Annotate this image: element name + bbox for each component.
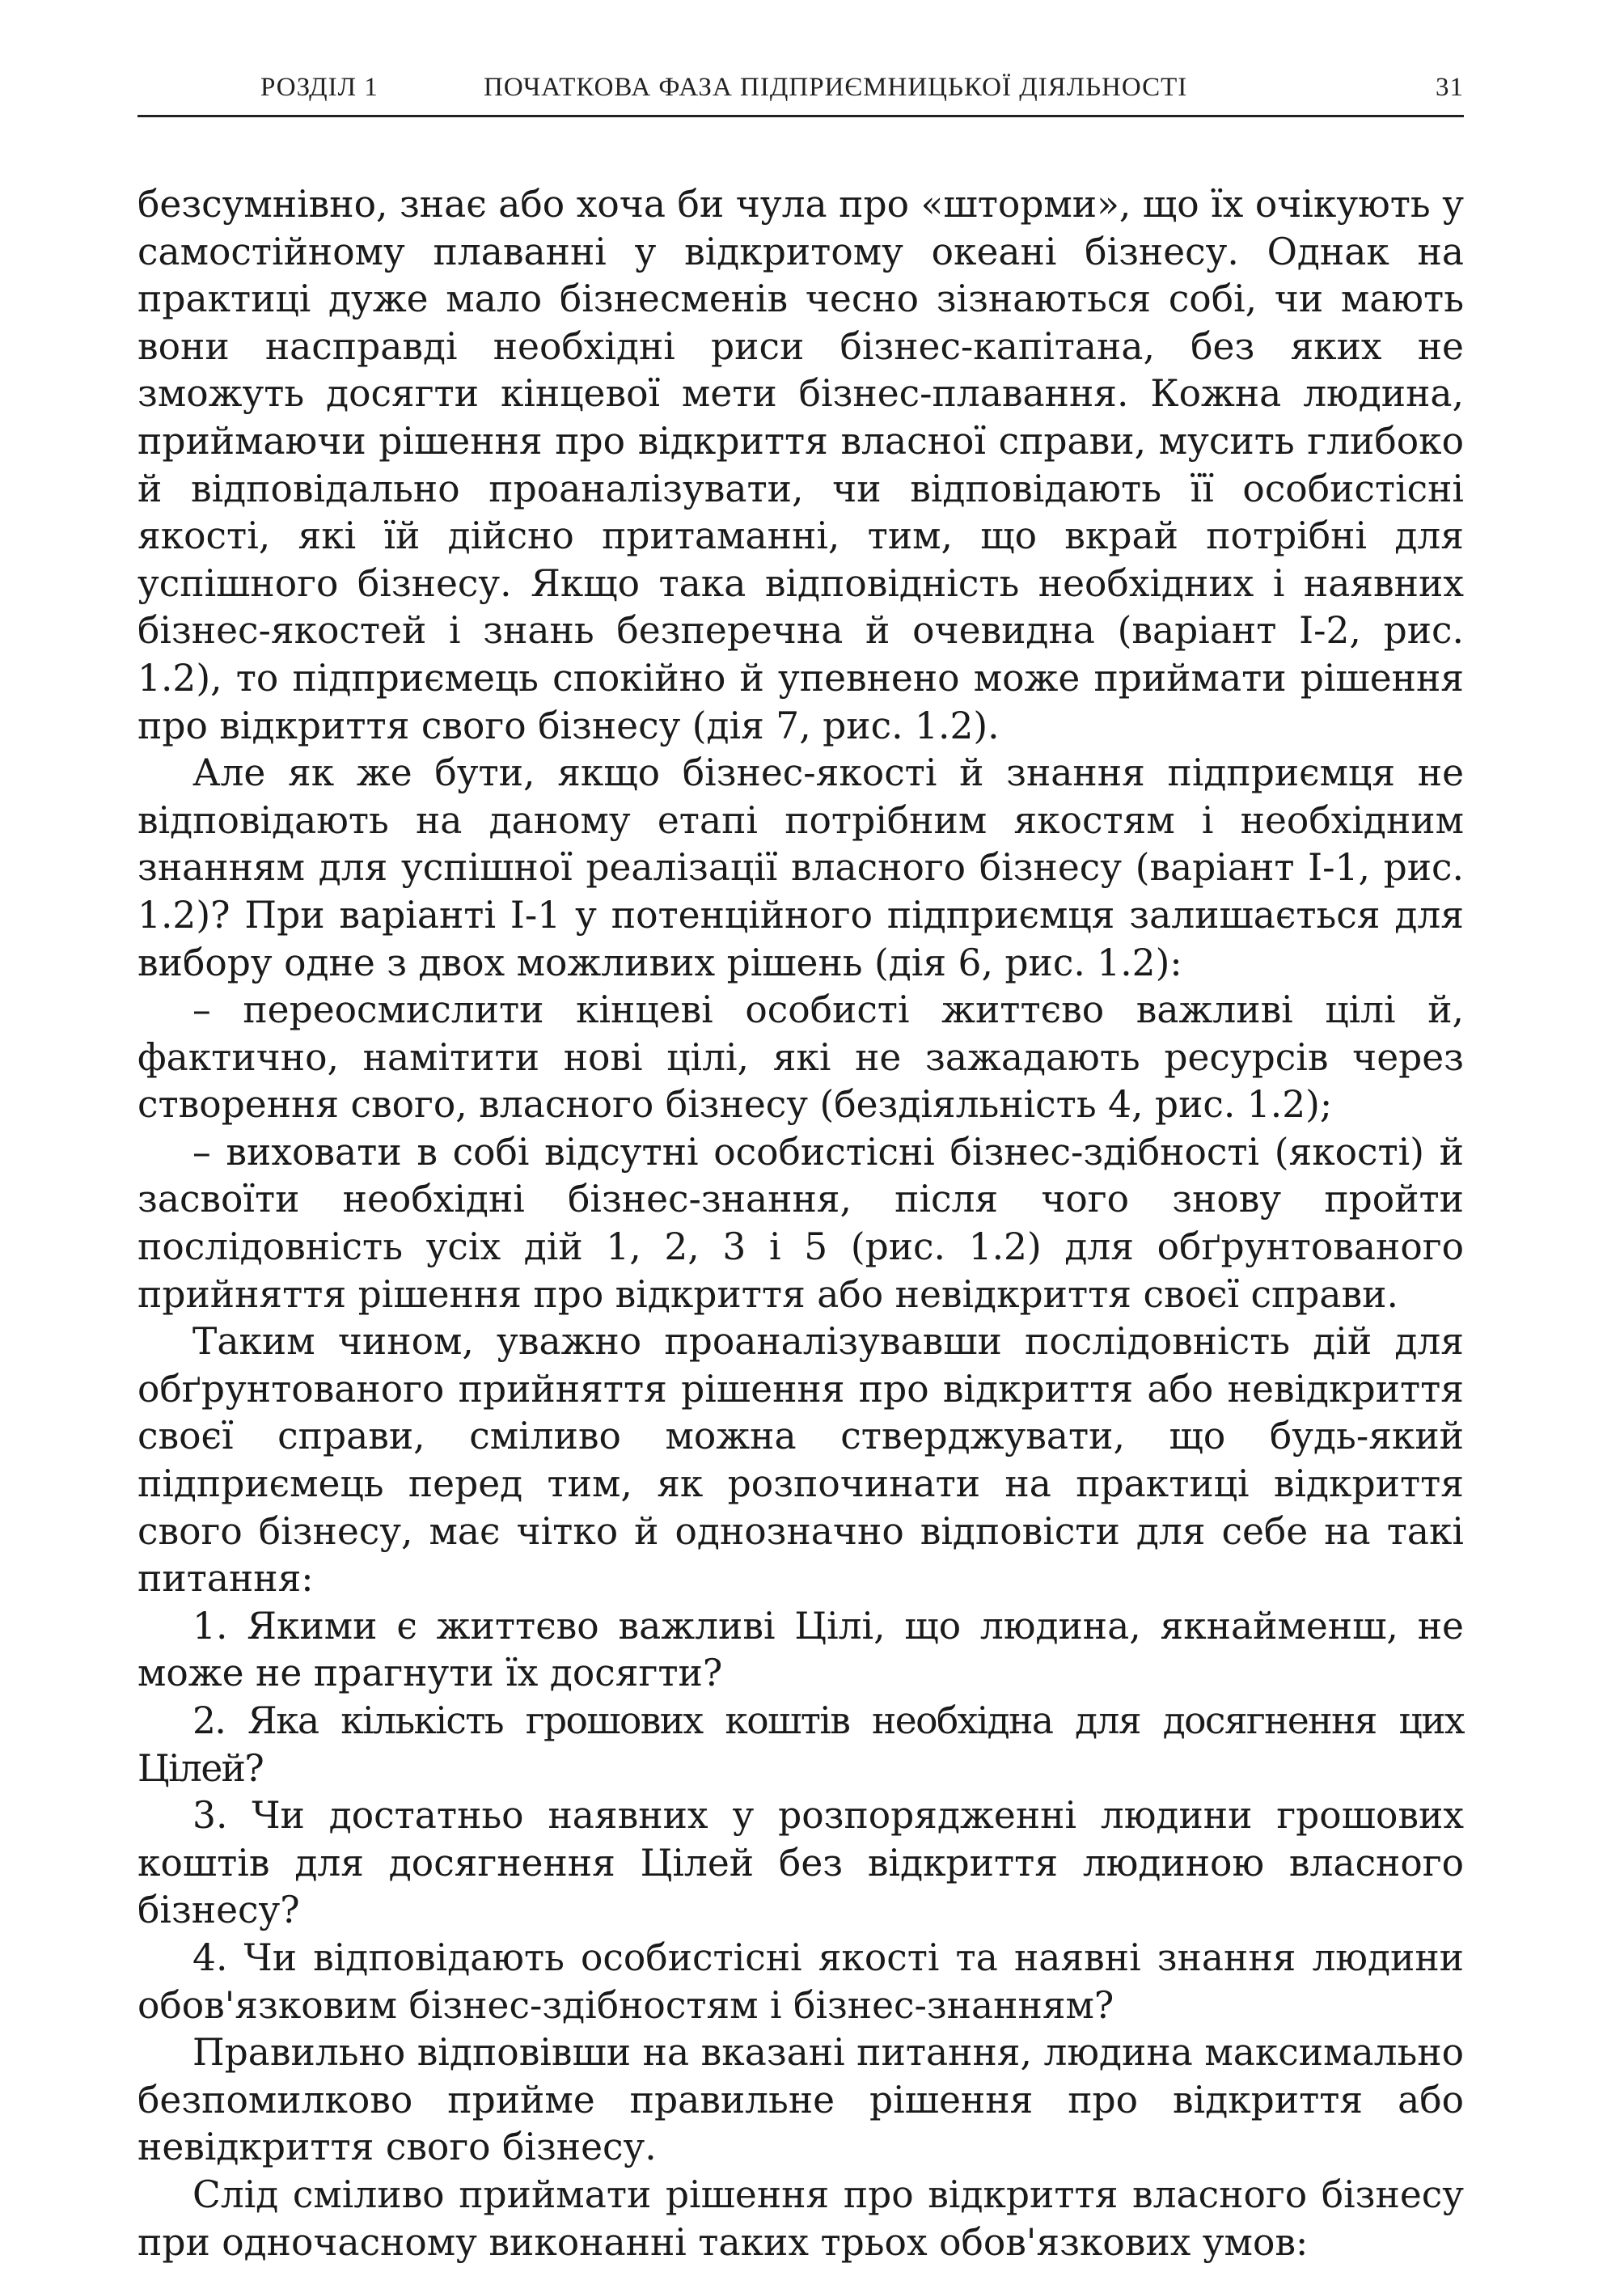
question-item: 4. Чи відповідають особистісні якості та наявні знання людини обов'язковим бізнес-здібностям і бізнес-знанням?	[137, 1936, 1464, 2027]
running-header	[137, 70, 1464, 117]
paragraph: Правильно відповівши на вказані питання, людина максимально безпомилково прийме правильне рішення про відкриття або невідкриття свого бізнесу.	[137, 2031, 1464, 2169]
body-text	[137, 181, 1464, 2266]
question-item: 3. Чи достатньо наявних у розпорядженні людини грошових коштів для досягнення Цілей без відкриття людиною власного бізнесу?	[137, 1794, 1464, 1932]
chapter-title: ПОЧАТКОВА ФАЗА ПІДПРИЄМНИЦЬКОЇ ДІЯЛЬНОСТІ	[484, 73, 1188, 102]
paragraph: Таким чином, уважно проаналізувавши послідовність дій для обґрунтованого прийняття рішення про відкриття або невідкриття своєї справи, сміливо можна стверджувати, що будь-який підприємець перед тим, як розпочинати на практиці відкриття свого бізнесу, має чітко й однозначно відповісти для себе на такі питання:	[137, 1320, 1464, 1601]
section-label: РОЗДІЛ 1	[260, 73, 379, 102]
question-item: 1. Якими є життєво важливі Цілі, що людина, якнайменш, не може не прагнути їх досягти?	[137, 1604, 1464, 1695]
list-item: – переосмислити кінцеві особисті життєво важливі цілі й, фактично, намітити нові цілі, які не зажадають ресурсів через створення свого, власного бізнесу (бездіяльність 4, рис. 1.2);	[137, 988, 1464, 1127]
paragraph: Але як же бути, якщо бізнес-якості й знання підприємця не відповідають на даному етапі потрібним якостям і необхідним знанням для успішної реалізації власного бізнесу (варіант І-1, рис. 1.2)? При варіанті І-1 у потенційного підприємця залишається для вибору одне з двох можливих рішень (дія 6, рис. 1.2):	[137, 751, 1464, 984]
paragraph: Слід сміливо приймати рішення про відкриття власного бізнесу при одночасному виконанні таких трьох обов'язкових умов:	[137, 2172, 1464, 2264]
list-item: – виховати в собі відсутні особистісні бізнес-здібності (якості) й засвоїти необхідні бізнес-знання, після чого знову пройти послідовність усіх дій 1, 2, 3 і 5 (рис. 1.2) для обґрунтованого прийняття рішення про відкриття або невідкриття своєї справи.	[137, 1130, 1464, 1316]
question-item: 2. Яка кількість грошових коштів необхідна для досягнення цих Цілей?	[137, 1699, 1464, 1790]
page-number: 31	[1436, 73, 1464, 102]
paragraph: безсумнівно, знає або хоча би чула про «шторми», що їх очікують у самостійному плаванні у відкритому океані бізнесу. Однак на практиці дуже мало бізнесменів чесно зізнаються собі, чи мають вони насправді необхідні риси бізнес-капітана, без яких не зможуть досягти кінцевої мети бізнес-плавання. Кожна людина, приймаючи рішення про відкриття власної справи, мусить глибоко й відповідально проаналізувати, чи відповідають її особистісні якості, які їй дійсно притаманні, тим, що вкрай потрібні для успішного бізнесу. Якщо така відповідність необхідних і наявних бізнес-якостей і знань безперечна й очевидна (варіант І-2, рис. 1.2), то підприємець спокійно й упевнено може приймати рішення про відкриття свого бізнесу (дія 7, рис. 1.2).	[137, 183, 1464, 747]
